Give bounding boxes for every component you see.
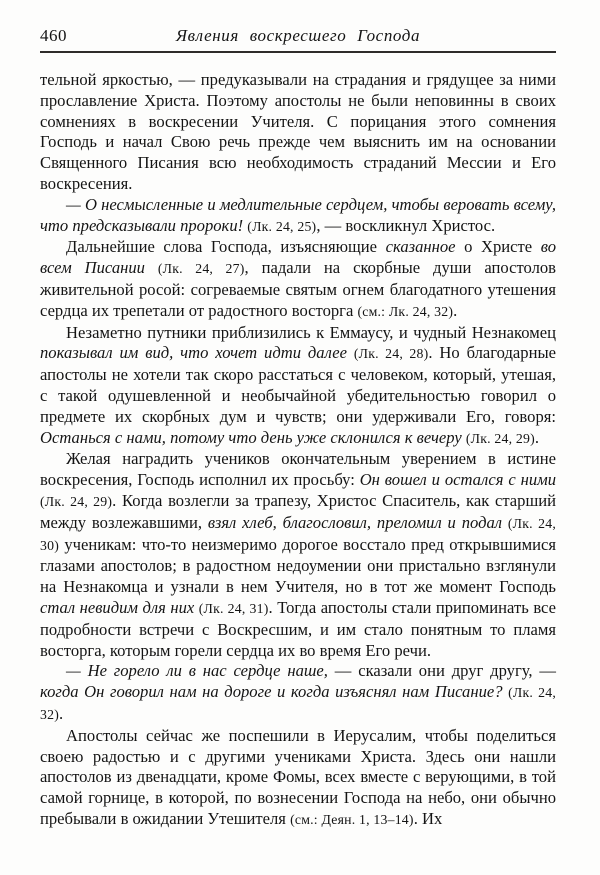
text-segment-italic: Останься с нами, потому что день уже склонился к вечеру — [40, 427, 466, 447]
text-segment-cite: (Лк. 24, 25) — [247, 218, 317, 234]
text-segment-normal: , — воскликнул Христос. — [316, 215, 496, 235]
paragraph — [40, 661, 556, 725]
text-segment-normal: . — [453, 300, 458, 320]
text-segment-normal: . Тогда апостолы стали припоминать все подробности встречи с Воскресшим, и им стало понятным то пламя восторга, которым горели сердца их во время Его речи. — [40, 597, 556, 660]
text-segment-italic: взял хлеб, благословил, преломил и подал — [207, 512, 508, 532]
text-segment-normal: Желая наградить учеников окончательным уверением в истине воскресения, Господь исполнил их просьбу: — [40, 449, 556, 490]
paragraph — [40, 323, 556, 450]
text-segment-cite: (Лк. 24, 30) — [40, 515, 556, 553]
text-segment-normal: , падали на скорбные души апостолов живительной росой: согреваемые святым огнем благодатного утешения сердца их трепетали от радостного восторга — [40, 258, 556, 320]
paragraph — [40, 726, 556, 831]
paragraph — [40, 195, 556, 238]
text-segment-italic: показывал им вид, что хочет идти далее — [40, 343, 354, 363]
text-segment-cite: (Лк. 24, 32) — [40, 685, 556, 722]
text-segment-italic: Он вошел и остался с ними — [359, 470, 556, 490]
body-text — [40, 70, 556, 831]
text-segment-normal: ученикам: что-то неизмеримо дорогое восстало пред открывшимися глазами апостолов; в радостном недоумении они пристально взглянули на Незнакомца и узнали в нем Учителя, но в тот же момент Господь — [40, 534, 556, 597]
text-segment-italic: стал невидим для них — [40, 597, 199, 617]
text-segment-normal: о Христе — [455, 237, 541, 257]
text-segment-cite: (Лк. 24, 31) — [198, 600, 269, 616]
text-segment-cite: (Лк. 24, 29) — [40, 493, 113, 509]
text-segment-cite: (Лк. 24, 27) — [157, 261, 245, 277]
text-segment-cite: (Лк. 24, 29) — [465, 430, 535, 446]
running-title: Явления воскресшего Господа — [175, 26, 421, 45]
text-segment-normal: — сказали они друг другу, — — [334, 661, 556, 681]
text-segment-normal: . Но благодарные апостолы не хотели так скоро расстаться с человеком, который, утешая, с такой одушевленной и необычайной убедительностью говорил о предмете их скорбных дум и чувств; они удерживали Его, говоря: — [40, 343, 556, 426]
page-number: 460 — [40, 26, 67, 45]
text-segment-italic: когда Он говорил нам на дороге и когда изъяснял нам Писание? — [40, 682, 509, 702]
text-segment-normal: Дальнейшие слова Господа, изъясняющие — [66, 237, 386, 257]
text-segment-normal: тельной яркостью, — предуказывали на страдания и грядущее за ними прославление Христа. Поэтому апостолы не были неповинны в своих сомнениях в воскресении Учителя. С порицания этого сомнения Господь и начал Свою речь прежде чем выяснить им на основании Священного Писания всю необходимость страданий Мессии и Его воскресения. — [40, 70, 556, 193]
running-head — [40, 24, 556, 53]
text-segment-normal: . Когда возлегли за трапезу, Христос Спаситель, как старший между возлежавшими, — [40, 490, 556, 532]
paragraph — [40, 237, 556, 322]
text-segment-italic: во всем Писании — [40, 237, 556, 278]
text-segment-normal: . — [59, 703, 64, 723]
text-segment-normal: . Их — [413, 808, 443, 828]
text-segment-cite: (Лк. 24, 28) — [353, 346, 429, 362]
text-segment-normal: . — [534, 427, 540, 447]
text-segment-cite: (см.: Лк. 24, 32) — [357, 303, 454, 319]
text-segment-normal: Апостолы сейчас же поспешили в Иерусалим, чтобы поделиться своею радостью и с другими учениками Христа. Здесь они нашли апостолов из двенадцати, кроме Фомы, всех вместе с верующими, в той самой горнице, в которой, по вознесении Господа на небо, они обычно пребывали в ожидании Утешителя — [40, 725, 556, 828]
text-segment-italic: — Не горело ли в нас сердце наше, — [66, 661, 335, 681]
text-segment-normal: Незаметно путники приблизились к Еммаусу, и чудный Незнакомец — [66, 322, 556, 342]
text-segment-italic: — О несмысленные и медлительные сердцем, чтобы веровать всему, что предсказывали пророки! — [40, 194, 556, 235]
paragraph — [40, 449, 556, 661]
paragraph — [40, 70, 556, 195]
text-segment-cite: (см.: Деян. 1, 13–14) — [290, 811, 414, 827]
text-segment-italic: сказанное — [385, 237, 456, 257]
